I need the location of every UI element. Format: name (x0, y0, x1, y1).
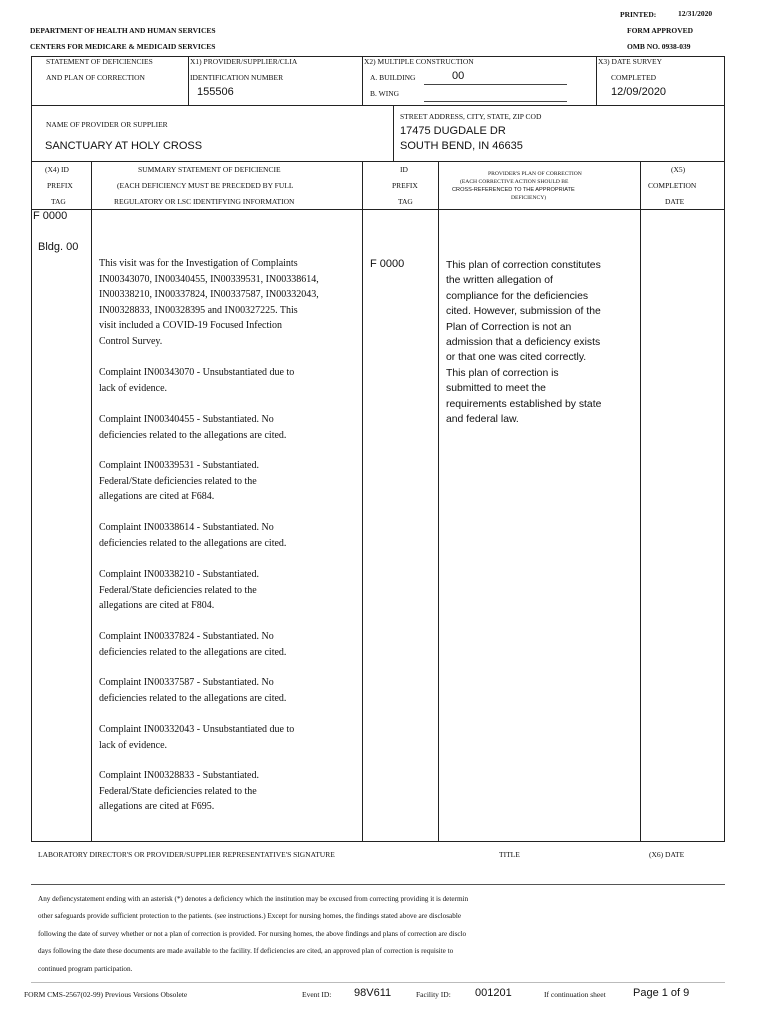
complaint-paragraph (99, 412, 286, 443)
id-header-3: TAG (398, 197, 413, 206)
poc-line: Plan of Correction is not an (446, 321, 572, 333)
provider-name-label: NAME OF PROVIDER OR SUPPLIER (46, 120, 168, 129)
wing-label: B. WING (370, 89, 400, 98)
disclaimer-notice (38, 891, 738, 978)
frame-bottom-line (31, 841, 725, 842)
complaint-paragraph (99, 629, 286, 660)
statement-label-1: STATEMENT OF DEFICIENCIES (46, 57, 153, 66)
address-label: STREET ADDRESS, CITY, STATE, ZIP COD (400, 112, 542, 121)
poc-header-2: (EACH CORRECTIVE ACTION SHOULD BE (460, 179, 569, 185)
poc-header-4: DEFICIENCY) (511, 195, 547, 201)
col-divider-3 (438, 161, 439, 842)
complaint-paragraph (99, 458, 259, 505)
frame-right-line (724, 56, 725, 842)
x4-header-2: PREFIX (47, 181, 73, 190)
provider-divider (393, 105, 394, 162)
x2-label: X2) MULTIPLE CONSTRUCTION (364, 57, 474, 66)
complaint-line: lack of evidence. (99, 739, 168, 751)
notice-line: days following the date these documents are made available to the facility. If deficiencies are cited, an approved plan of correction is requisite to (38, 947, 454, 956)
survey-date-value: 12/09/2020 (611, 86, 667, 98)
notice-line: other safeguards provide sufficient protection to the patients. (see instructions.) Except for nursing homes, the findings stated above are disclosable (38, 912, 462, 921)
building-tag: Bldg. 00 (38, 241, 79, 253)
poc-line: or that one was cited correctly. (446, 352, 587, 364)
poc-line: This plan of correction is (446, 367, 559, 379)
complaint-line: Complaint IN00338614 - Substantiated. No (99, 522, 274, 533)
complaint-line: Complaint IN00343070 - Unsubstantiated due to (99, 367, 295, 378)
intro-line: IN00343070, IN00340455, IN00339531, IN00338614, (99, 273, 319, 285)
plan-of-correction-text (446, 258, 626, 427)
complaint-line: Complaint IN00337824 - Substantiated. No (99, 631, 274, 642)
department-title: DEPARTMENT OF HEALTH AND HUMAN SERVICES (30, 26, 216, 35)
footer-divider (31, 982, 725, 983)
building-value: 00 (452, 70, 465, 82)
complaint-paragraph (99, 365, 294, 396)
id-divider-1 (188, 56, 189, 105)
complaint-line: deficiencies related to the allegations are cited. (99, 646, 287, 658)
complaint-line: allegations are cited at F804. (99, 600, 215, 611)
provider-row-bottom (31, 161, 725, 162)
x5-header-1: (X5) (671, 165, 686, 174)
complaint-paragraph (99, 520, 286, 551)
complaint-line: Complaint IN00332043 - Unsubstantiated due to (99, 724, 295, 735)
x1-label-1: X1) PROVIDER/SUPPLIER/CLIA (190, 57, 298, 66)
title-label: TITLE (499, 850, 520, 859)
form-number: FORM CMS-2567(02-99) Previous Versions Obsolete (24, 990, 188, 999)
notice-line: following the date of survey whether or not a plan of correction is provided. For nursing homes, the above findings and plans of correction are disclo (38, 929, 467, 938)
complaint-line: allegations are cited at F684. (99, 491, 215, 502)
poc-header-1: PROVIDER'S PLAN OF CORRECTION (488, 171, 582, 177)
signature-row-bottom (31, 884, 725, 885)
notice-line: Any defiencystatement ending with an asterisk (*) denotes a deficiency which the institution may be excused from correcting providing it is determin (38, 895, 469, 903)
provider-id-value: 155506 (197, 86, 234, 98)
id-divider-2 (362, 56, 363, 105)
x3-label-1: X3) DATE SURVEY (598, 57, 662, 66)
summary-header-1: SUMMARY STATEMENT OF DEFICIENCIE (138, 165, 281, 174)
col-divider-1 (91, 161, 92, 842)
form-approved: FORM APPROVED (627, 26, 694, 35)
x6-date-label: (X6) DATE (649, 850, 685, 859)
continuation-label: If continuation sheet (544, 990, 606, 999)
complaint-paragraph (99, 722, 294, 753)
x3-label-2: COMPLETED (611, 73, 656, 82)
id-row-bottom (31, 105, 725, 106)
column-header-bottom (31, 209, 725, 210)
id-header-2: PREFIX (392, 181, 418, 190)
page-number: Page 1 of 9 (633, 987, 690, 999)
poc-line: requirements established by state (446, 398, 602, 410)
event-id-label: Event ID: (302, 990, 332, 999)
centers-title: CENTERS FOR MEDICARE & MEDICAID SERVICES (30, 42, 216, 51)
intro-line: This visit was for the Investigation of Complaints (99, 258, 298, 269)
complaint-line: Federal/State deficiencies related to the (99, 785, 257, 797)
poc-line: compliance for the deficiencies (446, 290, 589, 302)
complaint-line: Federal/State deficiencies related to the (99, 475, 257, 487)
facility-id-label: Facility ID: (416, 990, 451, 999)
intro-line: visit included a COVID-19 Focused Infection (99, 320, 283, 331)
printed-date: 12/31/2020 (678, 9, 713, 18)
intro-line: Control Survey. (99, 335, 163, 347)
x1-label-2: IDENTIFICATION NUMBER (190, 73, 284, 82)
poc-line: the written allegation of (446, 275, 553, 287)
poc-header-3: CROSS-REFERENCED TO THE APPROPRIATE (452, 187, 575, 193)
notice-line: continued program participation. (38, 964, 133, 973)
facility-id-value: 001201 (475, 987, 512, 999)
signature-label: LABORATORY DIRECTOR'S OR PROVIDER/SUPPLIER REPRESENTATIVE'S SIGNATURE (38, 850, 335, 859)
complaint-line: deficiencies related to the allegations are cited. (99, 537, 287, 549)
complaint-line: deficiencies related to the allegations are cited. (99, 429, 287, 441)
summary-header-2: (EACH DEFICIENCY MUST BE PRECEDED BY FULL (117, 181, 294, 190)
intro-line: IN00328833, IN00328395 and IN00327225. This (99, 304, 298, 316)
building-underline (424, 84, 567, 85)
x4-header-3: TAG (51, 197, 66, 206)
omb-number: OMB NO. 0938-039 (627, 42, 691, 51)
complaint-line: Complaint IN00338210 - Substantiated. (99, 569, 259, 580)
complaint-line: Complaint IN00339531 - Substantiated. (99, 460, 259, 471)
x4-header-1: (X4) ID (45, 165, 69, 174)
id-header-1: ID (400, 165, 408, 174)
tag-left: F 0000 (33, 210, 68, 222)
complaint-line: Complaint IN00328833 - Substantiated. (99, 770, 259, 781)
poc-line: admission that a deficiency exists (446, 337, 601, 349)
x5-header-2: COMPLETION (648, 181, 697, 190)
address-line-2: SOUTH BEND, IN 46635 (400, 140, 523, 152)
intro-paragraph (99, 256, 319, 349)
complaint-paragraph (99, 768, 259, 815)
complaint-paragraph (99, 675, 286, 706)
provider-name-value: SANCTUARY AT HOLY CROSS (45, 140, 203, 152)
poc-line: cited. However, submission of the (446, 306, 601, 318)
tag-right: F 0000 (370, 258, 405, 270)
address-line-1: 17475 DUGDALE DR (400, 125, 506, 137)
complaint-line: Complaint IN00337587 - Substantiated. No (99, 677, 274, 688)
col-divider-4 (640, 161, 641, 842)
col-divider-2 (362, 161, 363, 842)
poc-line: and federal law. (446, 414, 519, 426)
complaint-line: Complaint IN00340455 - Substantiated. No (99, 414, 274, 425)
poc-line: This plan of correction constitutes (446, 260, 601, 271)
printed-label: PRINTED: (620, 10, 657, 19)
statement-label-2: AND PLAN OF CORRECTION (46, 73, 145, 82)
complaint-line: lack of evidence. (99, 382, 168, 394)
complaint-paragraph (99, 567, 259, 614)
summary-header-3: REGULATORY OR LSC IDENTIFYING INFORMATION (114, 197, 295, 206)
complaint-line: allegations are cited at F695. (99, 801, 215, 812)
intro-line: IN00338210, IN00337824, IN00337587, IN00332043, (99, 289, 319, 300)
complaint-line: Federal/State deficiencies related to the (99, 584, 257, 596)
wing-underline (424, 101, 567, 102)
poc-line: submitted to meet the (446, 383, 546, 395)
complaint-line: deficiencies related to the allegations are cited. (99, 692, 287, 704)
x5-header-3: DATE (665, 197, 685, 206)
event-id-value: 98V611 (354, 987, 392, 999)
building-label: A. BUILDING (370, 73, 416, 82)
id-divider-3 (596, 56, 597, 105)
frame-left-line (31, 56, 32, 842)
